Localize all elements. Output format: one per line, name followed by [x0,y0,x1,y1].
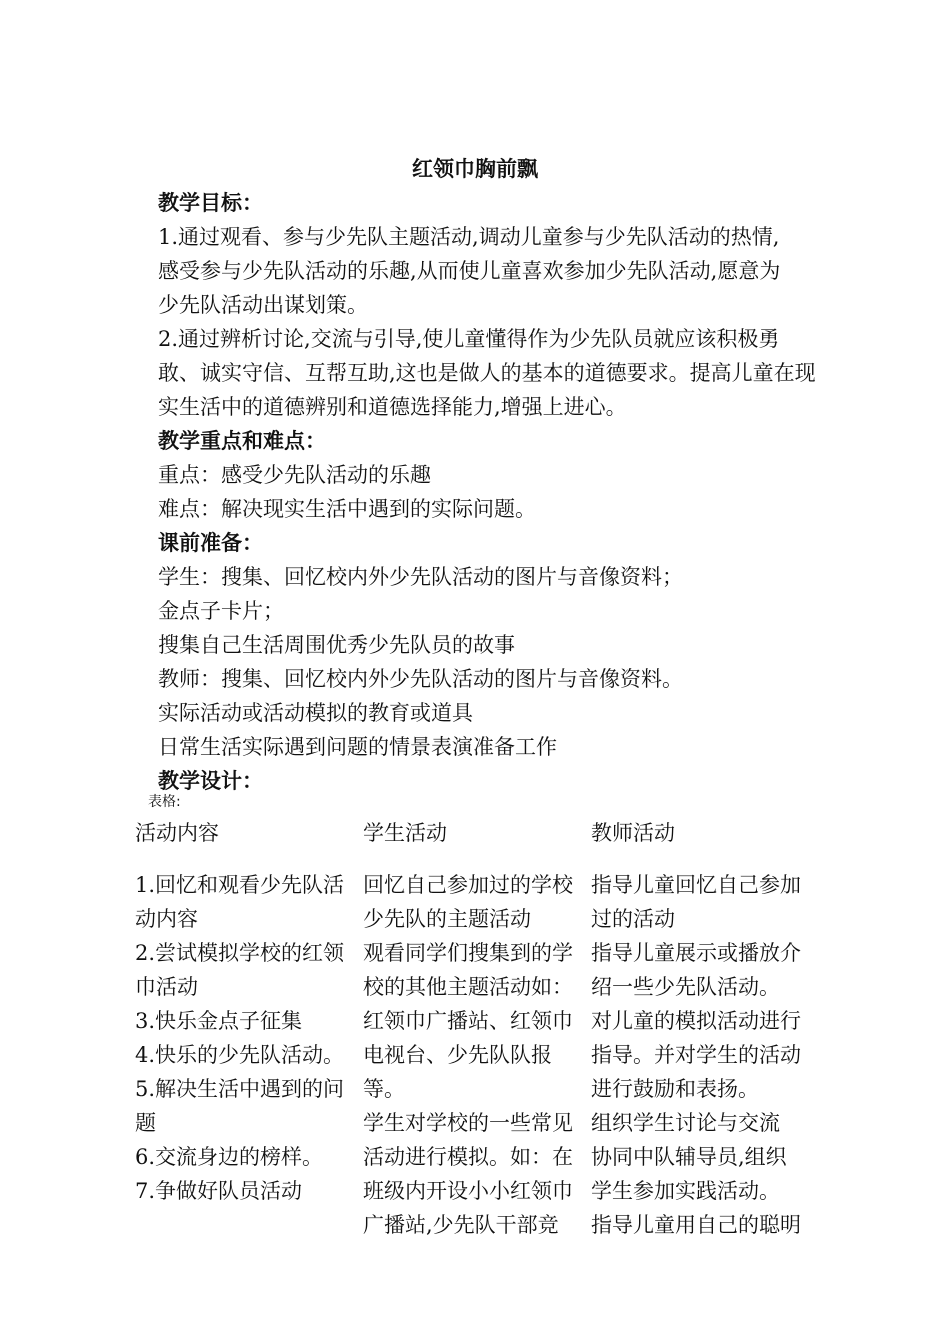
paragraph-line: 2.通过辨析讨论,交流与引导,使儿童懂得作为少先队员就应该积极勇 [158,327,780,351]
preparation-line: 教师：搜集、回忆校内外少先队活动的图片与音像资料。 [158,667,683,691]
activity-column [135,850,363,1242]
table-cell: 1.回忆和观看少先队活 [135,873,345,897]
table-cell: 2.尝试模拟学校的红领 [135,941,345,965]
table-cell: 巾活动 [135,975,198,999]
table-cell: 指导儿童用自己的聪明 [591,1213,801,1237]
keypoint-line: 重点：感受少先队活动的乐趣 [158,463,431,487]
table-cell: 指导儿童回忆自己参加 [591,873,801,897]
preparation-line: 搜集自己生活周围优秀少先队员的故事 [158,633,515,657]
objective-paragraph-2 [158,322,843,424]
preparation-line: 日常生活实际遇到问题的情景表演准备工作 [158,735,557,759]
teacher-column [591,850,819,1242]
table-cell: 电视台、少先队队报 [363,1043,552,1067]
table-cell: 广播站,少先队干部竞 [363,1213,559,1237]
table-cell: 绍一些少先队活动。 [591,975,780,999]
table-header-teacher: 教师活动 [591,821,675,845]
table-cell: 4.快乐的少先队活动。 [135,1043,345,1067]
student-column [363,850,591,1242]
table-cell: 回忆自己参加过的学校 [363,873,573,897]
paragraph-line: 少先队活动出谋划策。 [158,293,368,317]
table-cell: 少先队的主题活动 [363,907,531,931]
table-cell: 指导。并对学生的活动 [591,1043,801,1067]
design-table [135,816,819,1242]
keypoint-line: 难点：解决现实生活中遇到的实际问题。 [158,497,536,521]
table-caption: 表格: [148,794,181,810]
paragraph-line: 实生活中的道德辨别和道德选择能力,增强上进心。 [158,395,627,419]
objective-paragraph-1 [158,220,843,322]
table-cell: 校的其他主题活动如： [363,975,573,999]
table-cell: 题 [135,1111,156,1135]
table-cell: 红领巾广播站、红领巾 [363,1009,573,1033]
table-header-activity: 活动内容 [135,821,219,845]
table-cell: 观看同学们搜集到的学 [363,941,573,965]
document-title: 红领巾胸前飘 [412,157,538,181]
paragraph-line: 1.通过观看、参与少先队主题活动,调动儿童参与少先队活动的热情, [158,225,780,249]
keypoints-heading: 教学重点和难点： [158,429,326,453]
table-header-student: 学生活动 [363,821,447,845]
table-cell: 7.争做好队员活动 [135,1179,303,1203]
preparation-line: 实际活动或活动模拟的教育或道具 [158,701,473,725]
table-cell: 协同中队辅导员,组织 [591,1145,787,1169]
table-cell: 动内容 [135,907,198,931]
preparation-heading: 课前准备： [158,531,263,555]
table-cell: 指导儿童展示或播放介 [591,941,801,965]
table-cell: 对儿童的模拟活动进行 [591,1009,801,1033]
table-cell: 3.快乐金点子征集 [135,1009,303,1033]
table-cell: 6.交流身边的榜样。 [135,1145,324,1169]
table-cell: 5.解决生活中遇到的问 [135,1077,345,1101]
objectives-section [158,186,843,798]
table-cell: 等。 [363,1077,405,1101]
design-heading: 教学设计： [158,769,263,793]
table-cell: 过的活动 [591,907,675,931]
objectives-heading: 教学目标： [158,191,263,215]
table-cell: 进行鼓励和表扬。 [591,1077,759,1101]
table-cell: 班级内开设小小红领巾 [363,1179,573,1203]
paragraph-line: 敢、诚实守信、互帮互助,这也是做人的基本的道德要求。提高儿童在现 [158,361,816,385]
table-cell: 组织学生讨论与交流 [591,1111,780,1135]
table-cell: 学生参加实践活动。 [591,1179,780,1203]
table-cell: 学生对学校的一些常见 [363,1111,573,1135]
paragraph-line: 感受参与少先队活动的乐趣,从而使儿童喜欢参加少先队活动,愿意为 [158,259,781,283]
preparation-line: 金点子卡片； [158,599,284,623]
table-cell: 活动进行模拟。如：在 [363,1145,573,1169]
preparation-line: 学生：搜集、回忆校内外少先队活动的图片与音像资料； [158,565,683,589]
